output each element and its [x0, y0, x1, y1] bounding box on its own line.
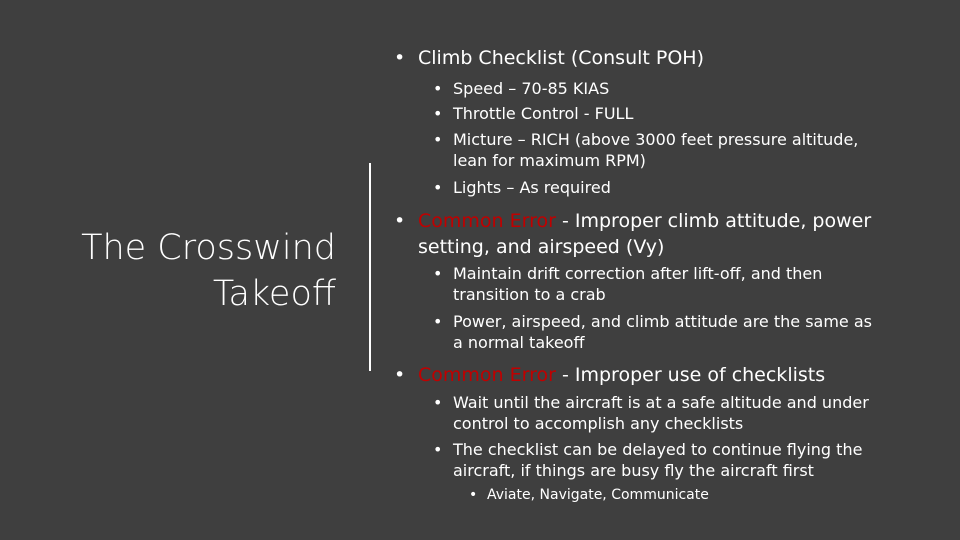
common-error-checklists: • Common Error - Improper use of checklists [394, 364, 826, 386]
error1-item-drift: • Maintain drift correction after lift-off, and then transition to a crab [433, 264, 823, 304]
slide-title [36, 225, 336, 317]
error2-item-wait: • Wait until the aircraft is at a safe altitude and under control to accomplish any checklists [433, 393, 869, 433]
common-error-label: Common Error [418, 210, 556, 232]
climb-checklist-heading: • Climb Checklist (Consult POH) [394, 47, 704, 69]
common-error-label: Common Error [418, 364, 556, 386]
bullet-icon: • [433, 79, 443, 98]
error2-subitem-aviate: • Aviate, Navigate, Communicate [469, 487, 709, 503]
bullet-icon: • [433, 440, 443, 459]
climb-item-speed: • Speed – 70-85 KIAS [433, 79, 610, 98]
climb-item-throttle: • Throttle Control - FULL [433, 104, 634, 123]
bullet-icon: • [433, 178, 443, 197]
bullet-icon: • [433, 393, 443, 412]
bullet-icon: • [394, 210, 406, 232]
bullet-icon: • [469, 487, 478, 503]
bullet-icon: • [433, 264, 443, 283]
title-line-2: Takeoff [212, 274, 336, 314]
common-error-climb: • Common Error - Improper climb attitude, power setting, and airspeed (Vy) [394, 210, 872, 258]
error1-item-power: • Power, airspeed, and climb attitude are the same as a normal takeoff [433, 312, 872, 352]
error2-item-delay: • The checklist can be delayed to continue flying the aircraft, if things are busy fly the aircraft first [433, 440, 863, 480]
bullet-icon: • [433, 104, 443, 123]
bullet-icon: • [394, 364, 406, 386]
climb-item-lights: • Lights – As required [433, 178, 611, 197]
bullet-icon: • [433, 130, 443, 149]
bullet-icon: • [394, 47, 406, 69]
climb-item-mixture: • Micture – RICH (above 3000 feet pressure altitude, lean for maximum RPM) [433, 130, 859, 170]
vertical-divider [369, 163, 371, 371]
title-line-1: The Crosswind [81, 228, 336, 268]
bullet-icon: • [433, 312, 443, 331]
